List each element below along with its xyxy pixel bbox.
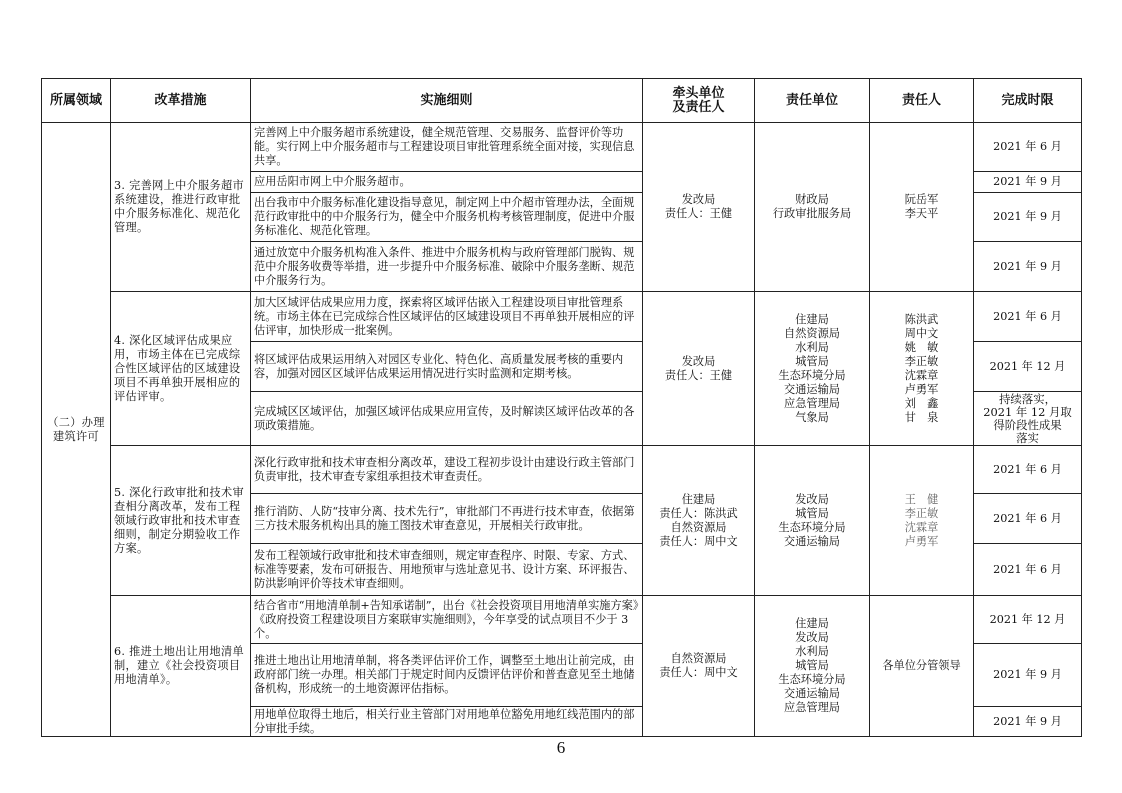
deadline-line: 2021 年 12 月取 [983, 404, 1072, 419]
resp-unit: 住建局 [795, 312, 829, 326]
resp-person-cell [870, 123, 974, 292]
detail-cell: 结合省市“用地清单制+告知承诺制”，出台《社会投资项目用地清单实施方案》《政府投资工程建设项目方案联审实施细则》，今年享受的试点项目不少于 3 个。 [251, 596, 643, 644]
lead-person: 责任人：王健 [664, 368, 733, 382]
resp-person: 李正敏 [904, 354, 939, 368]
resp-person: 卢勇军 [904, 382, 939, 396]
header-deadline: 完成时限 [974, 79, 1082, 123]
measure-cell: 4. 深化区域评估成果应用，市场主体在已完成综合性区域评估的区域建设项目不再单独开展相应的评估评审。 [111, 292, 251, 446]
lead-cell [643, 596, 755, 737]
resp-unit: 生态环境分局 [778, 673, 846, 686]
resp-unit: 交通运输局 [784, 687, 840, 700]
lead-line: 责任人：陈洪武 [659, 506, 738, 520]
deadline-line: 持续落实， [999, 391, 1056, 406]
resp-unit: 城管局 [795, 354, 829, 368]
resp-person-cell [870, 446, 974, 596]
resp-unit-cell [755, 596, 870, 737]
measure-cell: 5. 深化行政审批和技术审查相分离改革，发布工程领域行政审批和技术审查细则，制定分期验收工作方案。 [111, 446, 251, 596]
resp-person: 沈霖章 [904, 368, 939, 382]
resp-person: 陈洪武 [904, 312, 939, 326]
deadline-cell: 2021 年 9 月 [974, 242, 1082, 292]
measure-cell: 3. 完善网上中介服务超市系统建设，推进行政审批中介服务标准化、规范化管理。 [111, 123, 251, 292]
lead-unit: 发改局 [681, 193, 716, 206]
deadline-cell: 2021 年 6 月 [974, 544, 1082, 596]
resp-person: 甘 泉 [904, 410, 939, 424]
detail-cell: 将区域评估成果运用纳入对园区专业化、特色化、高质量发展考核的重要内容，加强对园区区域评估成果运用情况进行实时监测和定期考核。 [251, 342, 643, 392]
page-number: 6 [556, 738, 566, 757]
resp-unit-cell [755, 446, 870, 596]
header-area: 所属领域 [42, 79, 111, 123]
header-detail: 实施细则 [251, 79, 643, 123]
table-row [42, 292, 1082, 342]
resp-unit: 气象局 [795, 410, 829, 424]
detail-cell: 用地单位取得土地后，相关行业主管部门对用地单位豁免用地红线范围内的部分审批手续。 [251, 707, 643, 737]
lead-cell [643, 292, 755, 446]
header-lead-line1: 牵头单位 [672, 85, 725, 101]
lead-line: 自然资源局 [670, 520, 727, 534]
resp-person: 刘 鑫 [904, 396, 939, 410]
lead-cell [643, 446, 755, 596]
resp-person: 沈霖章 [904, 520, 939, 534]
resp-unit-cell [755, 292, 870, 446]
detail-cell: 出台我市中介服务标准化建设指导意见，制定网上中介超市管理办法，全面规范行政审批中的中介服务行为，健全中介服务机构考核管理制度，促进中介服务标准化、规范化管理。 [251, 193, 643, 242]
deadline-cell: 2021 年 6 月 [974, 123, 1082, 172]
detail-cell: 推行消防、人防“技审分离、技术先行”，审批部门不再进行技术审查，依据第三方技术服务机构出具的施工图技术审查意见，开展相关行政审批。 [251, 494, 643, 544]
header-lead-line2: 及责任人 [672, 99, 725, 115]
detail-cell: 完善网上中介服务超市系统建设，健全规范管理、交易服务、监督评价等功能。实行网上中介服务超市与工程建设项目审批管理系统全面对接，实现信息共享。 [251, 123, 643, 172]
resp-unit: 应急管理局 [784, 396, 840, 410]
measure-cell: 6. 推进土地出让用地清单制，建立《社会投资项目用地清单》。 [111, 596, 251, 737]
reform-table [41, 78, 1082, 737]
deadline-cell: 2021 年 6 月 [974, 494, 1082, 544]
deadline-cell: 2021 年 9 月 [974, 707, 1082, 737]
table-row [42, 596, 1082, 644]
deadline-cell: 2021 年 9 月 [974, 193, 1082, 242]
deadline-cell: 2021 年 9 月 [974, 172, 1082, 193]
lead-unit: 发改局 [681, 354, 716, 368]
header-measure: 改革措施 [111, 79, 251, 123]
area-line2: 建筑许可 [53, 429, 99, 443]
resp-person: 阮岳军 [904, 193, 939, 206]
deadline-cell: 2021 年 6 月 [974, 446, 1082, 494]
resp-unit: 生态环境分局 [778, 520, 846, 534]
resp-person: 王 健 [904, 492, 939, 506]
area-line1: （二）办理 [47, 415, 105, 429]
area-cell [42, 123, 111, 737]
resp-unit: 发改局 [795, 492, 829, 506]
lead-unit: 自然资源局 [670, 652, 727, 665]
header-resp-unit: 责任单位 [755, 79, 870, 123]
resp-person-cell [870, 292, 974, 446]
detail-cell: 应用岳阳市网上中介服务超市。 [251, 172, 643, 193]
deadline-cell: 2021 年 9 月 [974, 644, 1082, 707]
resp-unit: 财政局 [795, 193, 829, 206]
detail-cell: 完成城区区域评估，加强区域评估成果应用宣传，及时解读区域评估改革的各项政策措施。 [251, 392, 643, 446]
deadline-cell: 2021 年 12 月 [974, 596, 1082, 644]
detail-cell: 发布工程领域行政审批和技术审查细则，规定审查程序、时限、专家、方式、标准等要素，发布可研报告、用地预审与选址意见书、设计方案、环评报告、防洪影响评价等技术审查细则。 [251, 544, 643, 596]
detail-cell: 推进土地出让用地清单制，将各类评估评价工作，调整至土地出让前完成，由政府部门统一办理。相关部门于规定时间内反馈评估评价和普查意见至土地储备机构，形成统一的土地资源评估指标。 [251, 644, 643, 707]
resp-person: 李天平 [904, 207, 939, 220]
resp-person: 周中文 [904, 326, 939, 340]
deadline-cell [974, 392, 1082, 446]
resp-unit-cell [755, 123, 870, 292]
lead-cell [643, 123, 755, 292]
resp-person: 卢勇军 [904, 534, 939, 548]
detail-cell: 通过放宽中介服务机构准入条件、推进中介服务机构与政府管理部门脱钩、规范中介服务收费等举措，进一步提升中介服务标准、破除中介服务垄断、规范中介服务行为。 [251, 242, 643, 292]
detail-cell: 深化行政审批和技术审查相分离改革，建设工程初步设计由建设行政主管部门负责审批，技术审查专家组承担技术审查责任。 [251, 446, 643, 494]
resp-unit: 交通运输局 [784, 534, 840, 548]
resp-unit: 自然资源局 [784, 326, 840, 340]
header-resp-person: 责任人 [870, 79, 974, 123]
deadline-line: 落实 [1016, 430, 1039, 445]
resp-unit: 水利局 [795, 340, 829, 354]
header-row [42, 79, 1082, 123]
table-row [42, 446, 1082, 494]
resp-unit: 水利局 [795, 645, 829, 658]
resp-person: 李正敏 [904, 506, 939, 520]
table-row [42, 123, 1082, 172]
deadline-cell: 2021 年 12 月 [974, 342, 1082, 392]
header-lead [643, 79, 755, 123]
resp-unit: 住建局 [795, 617, 829, 630]
lead-line: 住建局 [681, 492, 716, 506]
resp-unit: 应急管理局 [784, 701, 840, 714]
resp-unit: 行政审批服务局 [772, 207, 852, 220]
detail-cell: 加大区域评估成果应用力度，探索将区域评估嵌入工程建设项目审批管理系统。市场主体在已完成综合性区域评估的区域建设项目不再单独开展相应的评估评审，加快形成一批案例。 [251, 292, 643, 342]
resp-unit: 城管局 [795, 506, 829, 520]
resp-unit: 生态环境分局 [778, 368, 846, 382]
resp-person: 姚 敏 [904, 340, 939, 354]
resp-person-cell: 各单位分管领导 [870, 596, 974, 737]
deadline-cell: 2021 年 6 月 [974, 292, 1082, 342]
resp-unit: 交通运输局 [784, 382, 840, 396]
lead-person: 责任人：王健 [664, 207, 733, 220]
deadline-line: 得阶段性成果 [993, 417, 1062, 432]
lead-person: 责任人：周中文 [659, 666, 738, 679]
resp-unit: 城管局 [795, 659, 829, 672]
resp-unit: 发改局 [795, 631, 829, 644]
lead-line: 责任人：周中文 [659, 534, 738, 548]
